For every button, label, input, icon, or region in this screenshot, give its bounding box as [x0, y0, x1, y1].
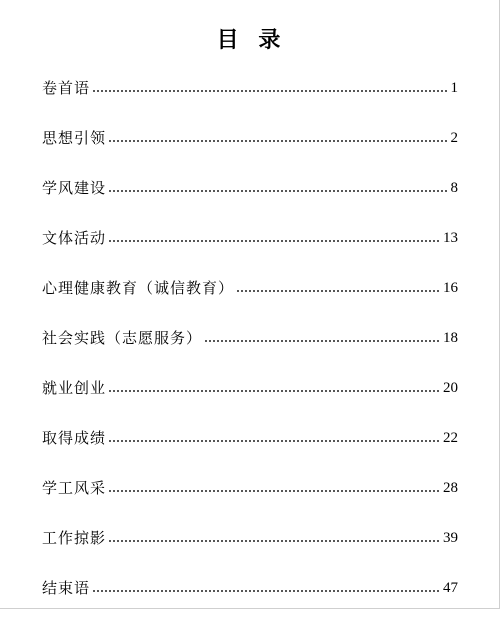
toc-dot-leader [108, 528, 441, 548]
toc-entry-page: 13 [443, 230, 458, 246]
toc-entry [42, 328, 458, 378]
toc-entry-page: 18 [443, 330, 458, 346]
toc-entry-title: 就业创业 [42, 379, 107, 397]
toc-entry [42, 428, 458, 478]
toc-entry-title: 学工风采 [42, 479, 107, 497]
toc-entry-page: 8 [450, 180, 458, 196]
toc-entry [42, 528, 458, 578]
toc-entry-title: 思想引领 [42, 129, 107, 147]
toc-entry-page: 47 [443, 580, 458, 596]
toc-entry-title: 取得成绩 [42, 429, 107, 447]
toc-entry-page: 20 [443, 380, 458, 396]
toc-entry-title: 工作掠影 [42, 529, 107, 547]
toc-entry-page: 2 [450, 130, 458, 146]
toc-dot-leader [108, 228, 441, 248]
toc-entry [42, 178, 458, 228]
toc-entry-title: 社会实践（志愿服务） [42, 329, 203, 347]
toc-entry [42, 478, 458, 528]
table-of-contents [42, 78, 458, 628]
toc-entry-title: 卷首语 [42, 79, 91, 97]
toc-dot-leader [108, 178, 448, 198]
toc-entry-page: 22 [443, 430, 458, 446]
toc-entry-page: 39 [443, 530, 458, 546]
toc-dot-leader [108, 478, 441, 498]
toc-entry-title: 学风建设 [42, 179, 107, 197]
toc-entry-page: 1 [450, 80, 458, 96]
toc-entry [42, 378, 458, 428]
toc-dot-leader [108, 128, 448, 148]
toc-dot-leader [108, 378, 441, 398]
toc-dot-leader [92, 578, 441, 598]
toc-entry-title: 结束语 [42, 579, 91, 597]
toc-dot-leader [204, 328, 441, 348]
toc-entry-title: 心理健康教育（诚信教育） [42, 279, 235, 297]
page-title: 目 录 [216, 27, 287, 53]
toc-entry [42, 578, 458, 628]
toc-entry-title: 文体活动 [42, 229, 107, 247]
toc-entry [42, 278, 458, 328]
toc-entry [42, 228, 458, 278]
toc-entry-page: 16 [443, 280, 458, 296]
toc-entry [42, 128, 458, 178]
toc-entry-page: 28 [443, 480, 458, 496]
toc-dot-leader [108, 428, 441, 448]
toc-dot-leader [92, 78, 448, 98]
toc-entry [42, 78, 458, 128]
toc-dot-leader [236, 278, 441, 298]
